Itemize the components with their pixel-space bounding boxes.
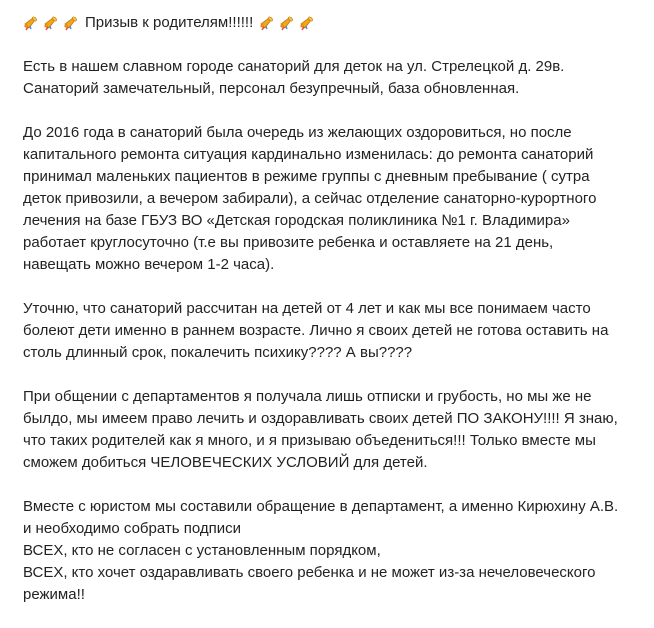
- horn-emoji-icon: [259, 15, 275, 31]
- post-paragraph: [23, 56, 643, 100]
- paragraph-line: сможем добиться ЧЕЛОВЕЧЕСКИХ УСЛОВИЙ для детей.: [23, 454, 428, 471]
- paragraph-line: болеют дети именно в раннем возрасте. Лично я своих детей не готова оставить на: [23, 322, 609, 339]
- paragraph-line: навещать можно вечером 1-2 часа).: [23, 256, 275, 273]
- paragraph-line: Санаторий замечательный, персонал безупречный, база обновленная.: [23, 80, 520, 97]
- paragraph-line: былдо, мы имеем право лечить и оздоравливать своих детей ПО ЗАКОНУ!!!! Я знаю,: [23, 410, 618, 427]
- paragraph-line: Уточню, что санаторий рассчитан на детей от 4 лет и как мы все понимаем часто: [23, 300, 591, 317]
- horn-emoji-icon: [23, 15, 39, 31]
- post-paragraph: [23, 386, 643, 474]
- paragraph-line: лечения на базе ГБУЗ ВО «Детская городская поликлиника №1 г. Владимира»: [23, 212, 570, 229]
- paragraph-line: деток привозили, а вечером забирали), а сейчас отделение санаторно-курортного: [23, 190, 597, 207]
- paragraph-line: ВСЕХ, кто не согласен с установленным порядком,: [23, 542, 381, 559]
- post-paragraph: [23, 496, 643, 606]
- post-paragraph: [23, 298, 643, 364]
- paragraph-line: До 2016 года в санаторий была очередь из желающих оздоровиться, но после: [23, 124, 572, 141]
- paragraph-line: работает круглосуточно (т.е вы привозите ребенка и оставляете на 21 день,: [23, 234, 554, 251]
- post-title: Призыв к родителям!!!!!!: [85, 14, 254, 31]
- paragraph-line: что таких родителей как я много, и я призываю объедениться!!! Только вместе мы: [23, 432, 596, 449]
- paragraph-line: и необходимо собрать подписи: [23, 520, 241, 537]
- post-text: [23, 56, 643, 606]
- horn-emoji-icon: [63, 15, 79, 31]
- paragraph-line: Вместе с юристом мы составили обращение в департамент, а именно Кирюхину А.В.: [23, 498, 619, 515]
- paragraph-line: ВСЕХ, кто хочет оздаравливать своего ребенка и не может из-за нечеловеческого: [23, 564, 596, 581]
- paragraph-line: При общении с департаментов я получала лишь отписки и грубость, но мы же не: [23, 388, 592, 405]
- paragraph-line: капитального ремонта ситуация кардинально изменилась: до ремонта санаторий: [23, 146, 594, 163]
- paragraph-line: Есть в нашем славном городе санаторий для деток на ул. Стрелецкой д. 29в.: [23, 58, 565, 75]
- horn-emoji-icon: [279, 15, 295, 31]
- post-title-row: [23, 12, 643, 34]
- paragraph-line: принимал маленьких пациентов в режиме группы с дневным пребывание ( сутра: [23, 168, 590, 185]
- horn-emoji-icon: [43, 15, 59, 31]
- paragraph-line: режима!!: [23, 586, 85, 603]
- paragraph-line: столь длинный срок, покалечить психику???? А вы????: [23, 344, 413, 361]
- post-paragraph: [23, 122, 643, 276]
- horn-emoji-icon: [299, 15, 315, 31]
- post-body: [23, 12, 643, 628]
